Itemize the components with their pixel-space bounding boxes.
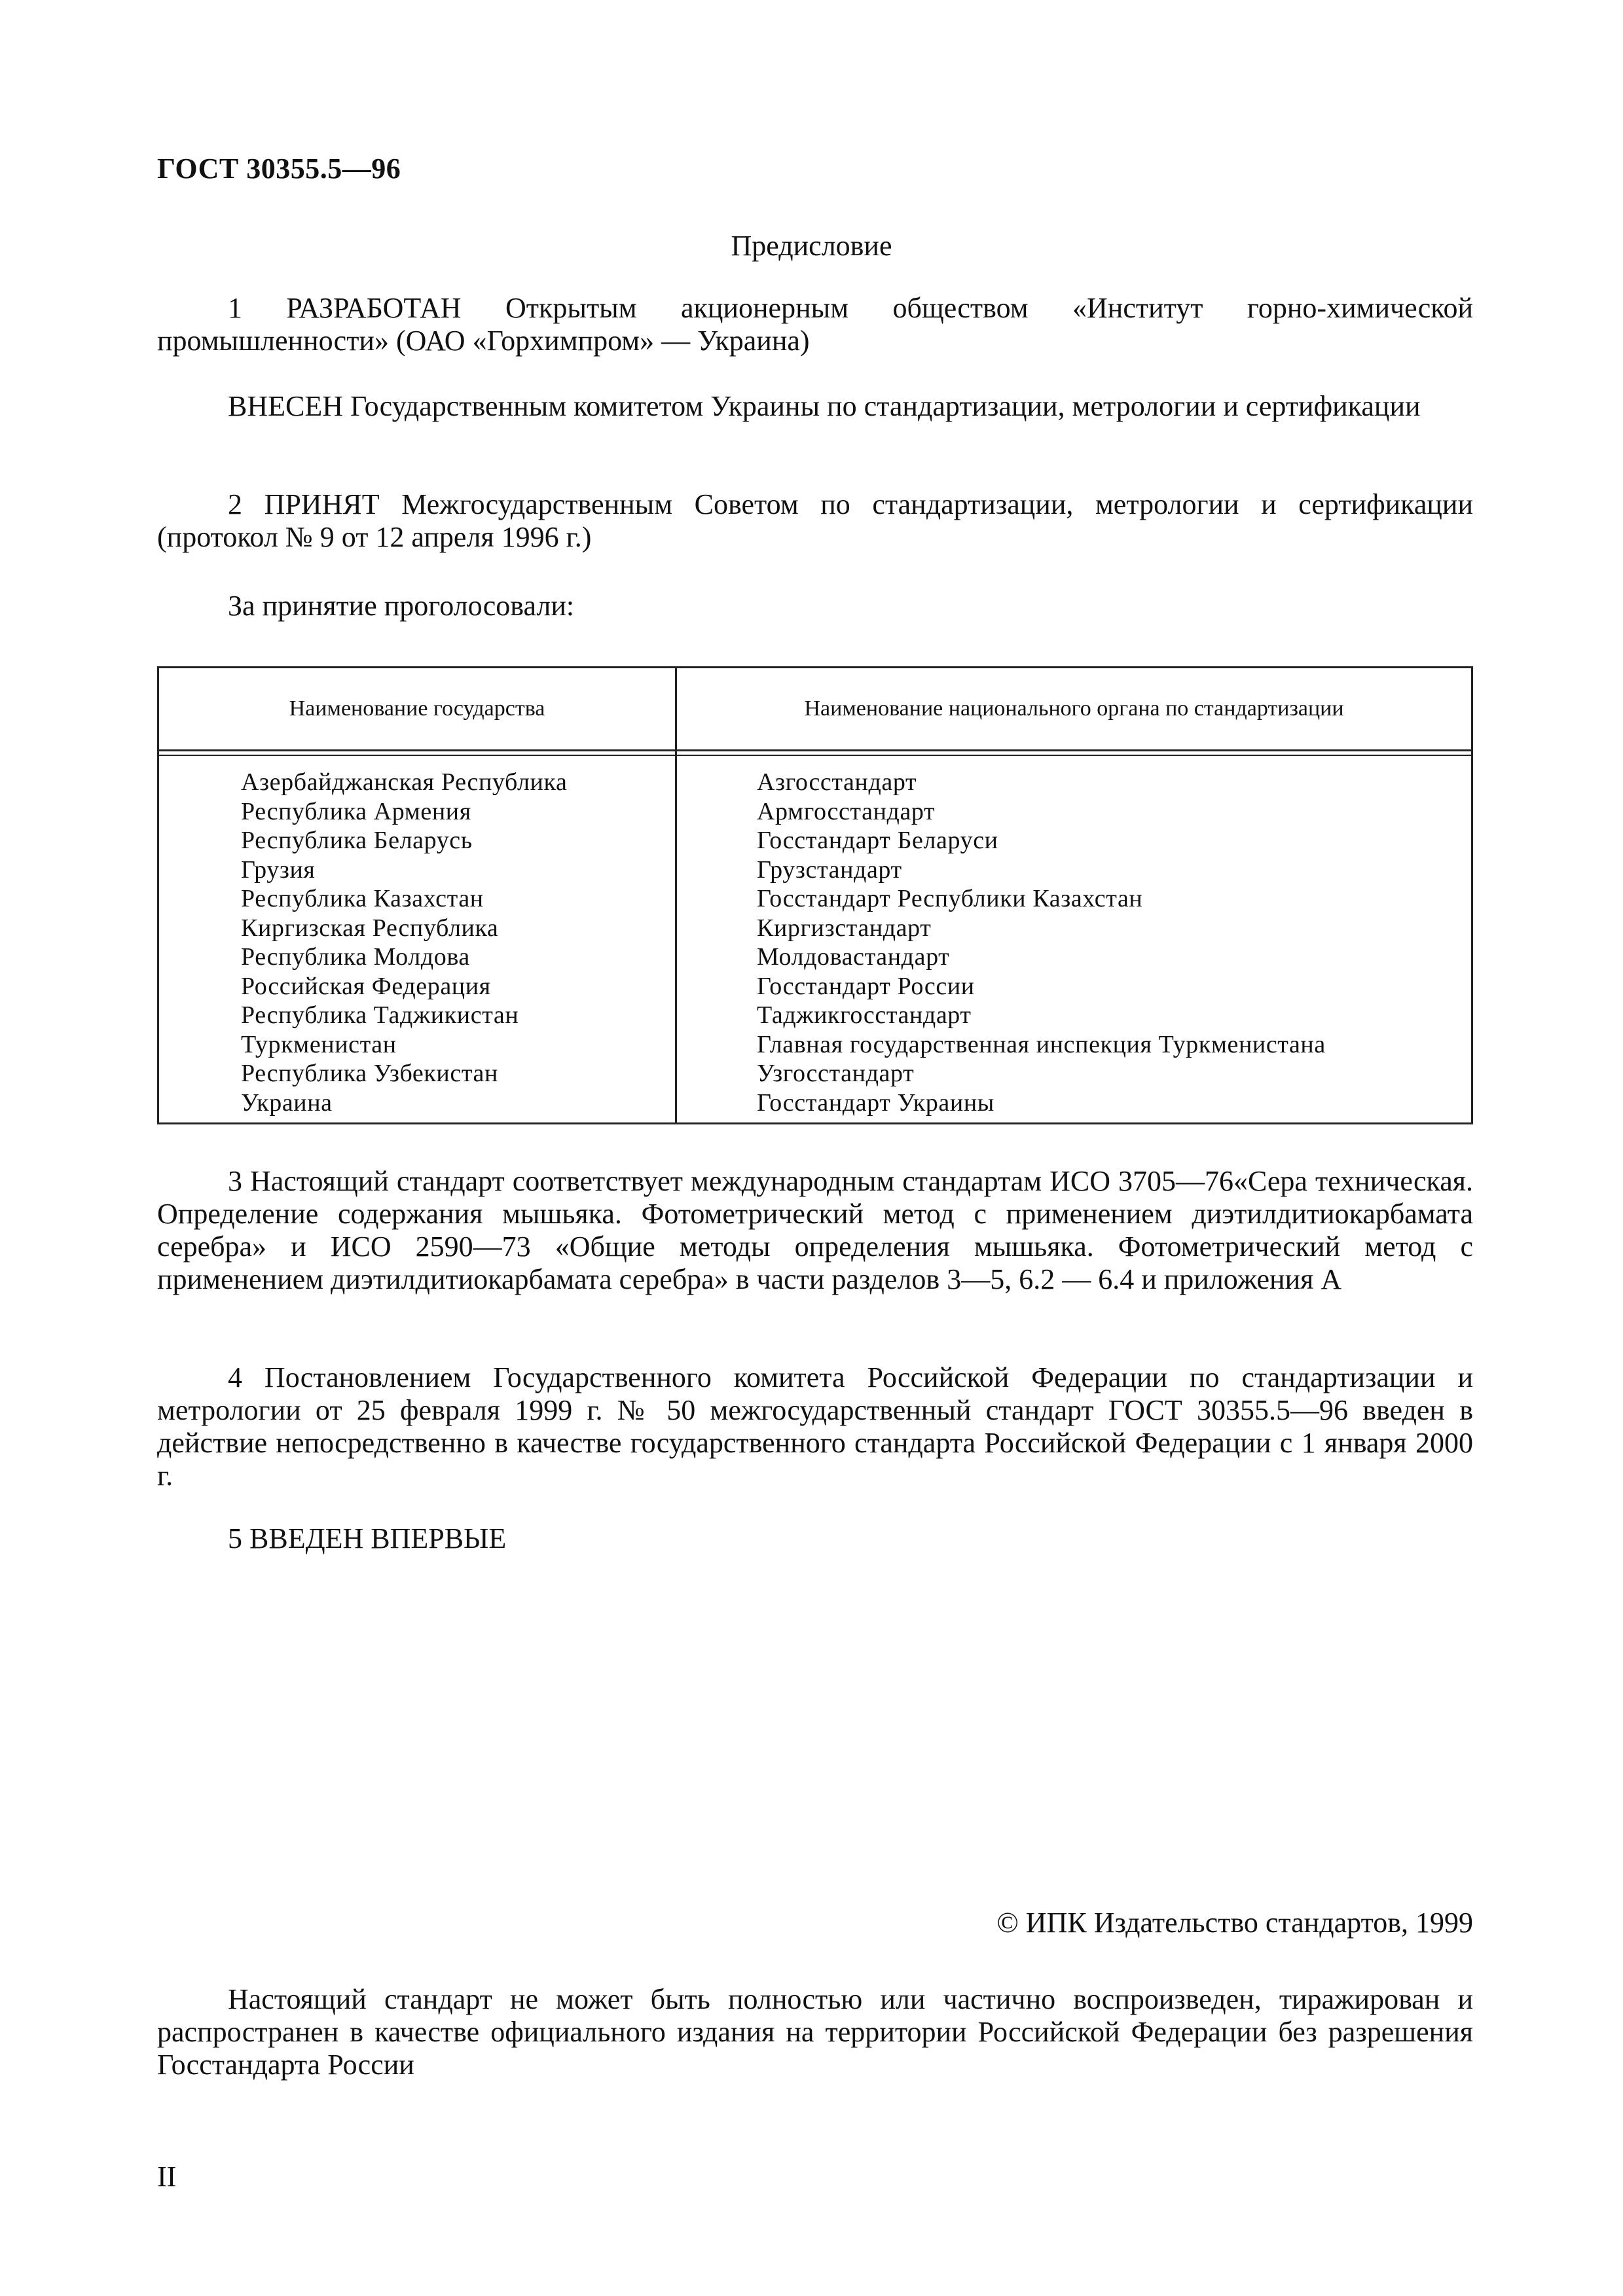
- document-id: ГОСТ 30355.5—96: [157, 152, 401, 185]
- body-column: [757, 768, 1326, 1117]
- table-cell-state: Киргизская Республика: [241, 914, 499, 942]
- paragraph-adopted: 2 ПРИНЯТ Межгосударственным Советом по стандартизации, метрологии и сертификации (протокол № 9 от 12 апреля 1996 г.): [157, 488, 1473, 553]
- preface-title: Предисловие: [731, 230, 892, 262]
- paragraph-iso-correspondence: 3 Настоящий стандарт соответствует международным стандартам ИСО 3705—76«Сера техническая. Определение содержания мышьяка. Фотометрический метод с применением диэтилдитиокарбамата серебра» и ИСО 2590—73 «Общие методы определения мышьяка. Фотометрический метод с применением диэтилдитиокарбамата серебра» в части разделов 3—5, 6.2 — 6.4 и приложения А: [157, 1165, 1473, 1295]
- table-cell-body: Армгосстандарт: [757, 797, 936, 825]
- table-cell-state: Украина: [241, 1088, 333, 1117]
- table-cell-state: Республика Армения: [241, 797, 471, 825]
- table-cell-state: Республика Молдова: [241, 943, 470, 971]
- paragraph-introduced: ВНЕСЕН Государственным комитетом Украины по стандартизации, метрологии и сертификации: [228, 390, 1421, 422]
- table-cell-state: Российская Федерация: [241, 972, 491, 1000]
- table-cell-body: Таджикгосстандарт: [757, 1001, 972, 1029]
- voting-table: [157, 666, 1473, 1124]
- paragraph-first-introduced: 5 ВВЕДЕН ВПЕРВЫЕ: [228, 1522, 507, 1554]
- table-cell-body: Госстандарт России: [757, 972, 975, 1000]
- table-header-state: Наименование государства: [289, 696, 545, 721]
- table-cell-body: Госстандарт Украины: [757, 1088, 994, 1117]
- table-cell-state: Республика Беларусь: [241, 827, 473, 854]
- paragraph-developed: 1 РАЗРАБОТАН Открытым акционерным обществом «Институт горно-химической промышленности» (ОАО «Горхимпром» — Украина): [157, 292, 1473, 357]
- table-cell-state: Грузия: [241, 855, 316, 884]
- table-cell-state: Республика Узбекистан: [241, 1060, 498, 1087]
- reproduction-notice: Настоящий стандарт не может быть полностью или частично воспроизведен, тиражирован и распространен в качестве официального издания на территории Российской Федерации без разрешения Госстандарта России: [157, 1983, 1473, 2081]
- page-number: II: [157, 2161, 177, 2193]
- table-cell-body: Госстандарт Республики Казахстан: [757, 885, 1143, 912]
- copyright-line: © ИПК Издательство стандартов, 1999: [996, 1907, 1473, 1939]
- table-cell-state: Республика Таджикистан: [241, 1001, 519, 1029]
- table-cell-body: Главная государственная инспекция Туркменистана: [757, 1030, 1326, 1058]
- table-cell-body: Молдовастандарт: [757, 943, 950, 971]
- table-cell-state: Республика Казахстан: [241, 885, 484, 912]
- table-cell-body: Киргизстандарт: [757, 914, 932, 942]
- table-header-divider: [159, 749, 1471, 751]
- state-column: [241, 768, 567, 1117]
- table-cell-body: Госстандарт Беларуси: [757, 827, 998, 854]
- table-cell-body: Узгосстандарт: [757, 1060, 915, 1087]
- table-header-divider-double: [159, 755, 1471, 756]
- table-cell-body: Грузстандарт: [757, 855, 902, 884]
- table-cell-state: Туркменистан: [241, 1030, 397, 1058]
- table-header-body: Наименование национального органа по стандартизации: [804, 696, 1344, 721]
- table-cell-body: Азгосстандарт: [757, 768, 917, 796]
- paragraph-enactment: 4 Постановлением Государственного комитета Российской Федерации по стандартизации и метрологии от 25 февраля 1999 г. № 50 межгосударственный стандарт ГОСТ 30355.5—96 введен в действие непосредственно в качестве государственного стандарта Российской Федерации с 1 января 2000 г.: [157, 1361, 1473, 1492]
- table-cell-state: Азербайджанская Республика: [241, 768, 568, 796]
- vote-caption: За принятие проголосовали:: [228, 590, 575, 622]
